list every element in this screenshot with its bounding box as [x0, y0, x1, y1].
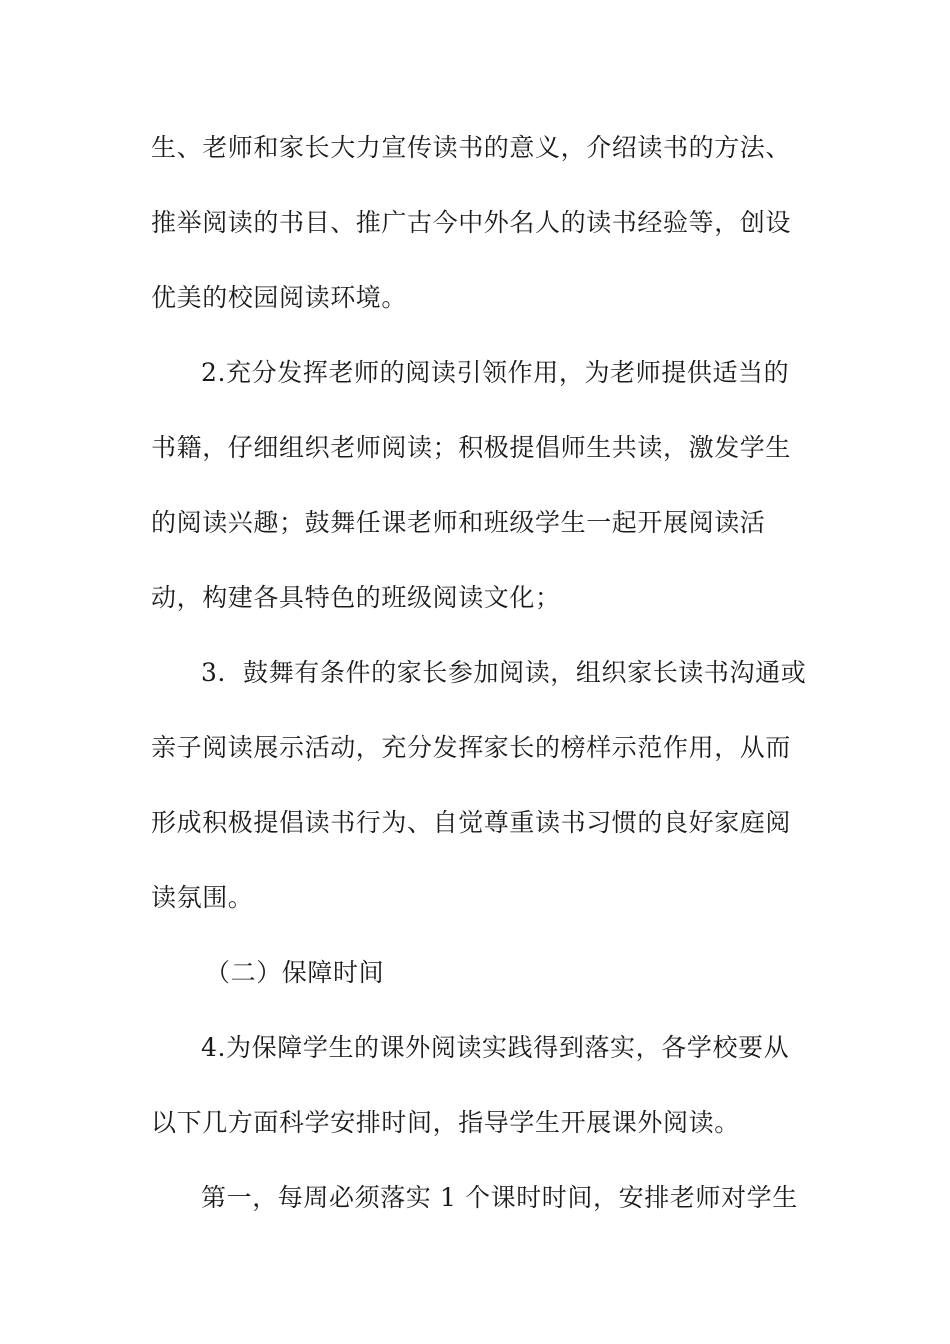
paragraph-line: 生、老师和家长大力宣传读书的意义，介绍读书的方法、 [151, 133, 792, 162]
paragraph-line: 书籍，仔细组织老师阅读；积极提倡师生共读，激发学生 [151, 433, 792, 462]
paragraph-line: 动，构建各具特色的班级阅读文化； [151, 583, 561, 612]
paragraph-line: 4.为保障学生的课外阅读实践得到落实，各学校要从 [201, 1033, 790, 1062]
paragraph-line: 以下几方面科学安排时间，指导学生开展课外阅读。 [151, 1108, 740, 1137]
section-heading: （二）保障时间 [205, 958, 385, 987]
paragraph-line: 亲子阅读展示活动，充分发挥家长的榜样示范作用，从而 [151, 733, 792, 762]
paragraph-line: 的阅读兴趣；鼓舞任课老师和班级学生一起开展阅读活 [151, 508, 766, 537]
paragraph-line: 推举阅读的书目、推广古今中外名人的读书经验等，创设 [151, 208, 792, 237]
paragraph-line: 3．鼓舞有条件的家长参加阅读，组织家长读书沟通或 [201, 658, 807, 687]
paragraph-line: 2.充分发挥老师的阅读引领作用，为老师提供适当的 [201, 358, 790, 387]
paragraph-line: 形成积极提倡读书行为、自觉尊重读书习惯的良好家庭阅 [151, 808, 792, 837]
paragraph-line: 第一，每周必须落实 1 个课时时间，安排老师对学生 [201, 1183, 798, 1212]
paragraph-line: 读氛围。 [151, 883, 254, 912]
paragraph-line: 优美的校园阅读环境。 [151, 283, 408, 312]
